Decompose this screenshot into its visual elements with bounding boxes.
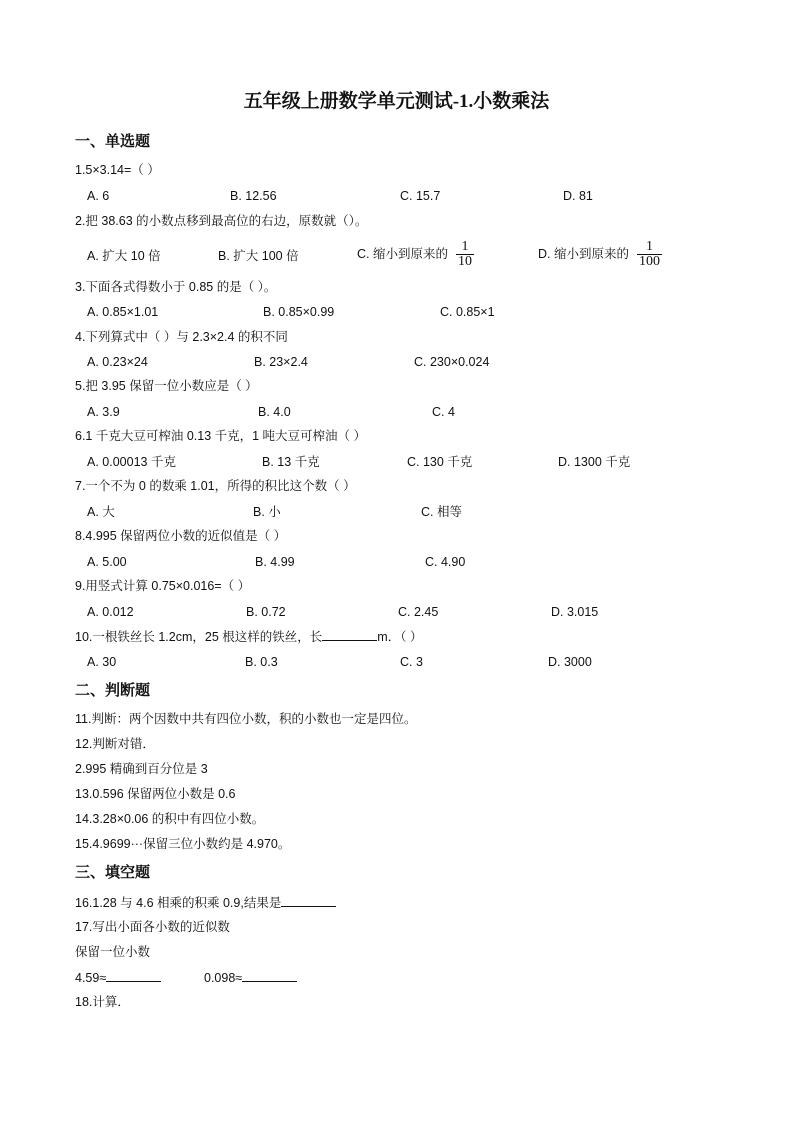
option-label: A. 5.00: [87, 555, 127, 569]
question-text: [75, 628, 422, 645]
question-stem: 1.5×3.14=（ ）: [75, 163, 160, 177]
option-label: C. 4: [432, 405, 455, 419]
option-c[interactable]: [421, 504, 462, 520]
question-stem: 5.把 3.95 保留一位小数应是（ ）: [75, 379, 258, 393]
denominator: 10: [457, 254, 472, 269]
option-a[interactable]: [87, 304, 158, 320]
judge-line: 11.判断：两个因数中共有四位小数，积的小数也一定是四位。: [75, 712, 417, 726]
option-label: D. 1300 千克: [558, 455, 631, 469]
option-label: B. 13 千克: [262, 455, 320, 469]
option-label: A. 扩大 10 倍: [87, 249, 161, 263]
option-d[interactable]: [548, 654, 592, 670]
option-a[interactable]: [87, 188, 109, 204]
option-label: A. 30: [87, 655, 117, 669]
option-d[interactable]: [558, 454, 630, 470]
numerator: 1: [456, 240, 474, 255]
question-text: [75, 478, 356, 494]
option-label: D. 3.015: [551, 605, 599, 619]
answer-blank[interactable]: [281, 894, 336, 907]
option-label: C. 3: [400, 655, 423, 669]
option-a[interactable]: [87, 354, 148, 370]
option-label: D. 缩小到原来的: [538, 246, 629, 261]
question-text: [75, 578, 250, 594]
option-b[interactable]: [263, 304, 334, 320]
option-a[interactable]: [87, 454, 176, 470]
option-label: B. 4.99: [255, 555, 295, 569]
question-stem: 4.下列算式中（ ）与 2.3×2.4 的积不同: [75, 330, 288, 344]
option-c[interactable]: [400, 188, 440, 204]
option-label: D. 3000: [548, 655, 592, 669]
option-b[interactable]: [218, 248, 299, 264]
question-17-sub: 保留一位小数: [75, 945, 151, 959]
option-b[interactable]: [255, 554, 295, 570]
option-c[interactable]: [400, 654, 423, 670]
option-a[interactable]: [87, 404, 120, 420]
option-label: A. 6: [87, 189, 110, 203]
option-label: C. 相等: [421, 505, 462, 519]
approx-label: 0.098≈: [204, 971, 243, 985]
option-label: B. 扩大 100 倍: [218, 249, 299, 263]
option-a[interactable]: [87, 504, 115, 520]
option-label: A. 0.012: [87, 605, 134, 619]
option-label: A. 0.23×24: [87, 355, 148, 369]
option-c[interactable]: [432, 404, 455, 420]
option-label: D. 81: [563, 189, 593, 203]
question-18: 18.计算．: [75, 995, 130, 1009]
option-b[interactable]: [262, 454, 320, 470]
option-b[interactable]: [246, 604, 286, 620]
answer-blank[interactable]: [242, 969, 297, 982]
section-heading: 三、填空题: [75, 864, 151, 881]
option-d[interactable]: [551, 604, 598, 620]
option-c[interactable]: [425, 554, 465, 570]
judge-line: 12.判断对错．: [75, 737, 155, 751]
option-label: C. 2.45: [398, 605, 439, 619]
option-label: B. 4.0: [258, 405, 291, 419]
option-label: B. 12.56: [230, 189, 277, 203]
option-b[interactable]: [258, 404, 291, 420]
option-label: A. 0.85×1.01: [87, 305, 159, 319]
question-stem: 9.用竖式计算 0.75×0.016=（ ）: [75, 579, 251, 593]
question-stem: 6.1 千克大豆可榨油 0.13 千克，1 吨大豆可榨油（ ）: [75, 429, 367, 443]
option-b[interactable]: [253, 504, 281, 520]
option-a[interactable]: [87, 604, 134, 620]
option-label: B. 0.3: [245, 655, 278, 669]
option-c[interactable]: [440, 304, 495, 320]
option-label: A. 大: [87, 505, 115, 519]
question-text: [75, 329, 288, 345]
question-stem: 8.4.995 保留两位小数的近似值是（ ）: [75, 529, 287, 543]
option-c[interactable]: [357, 240, 474, 269]
denominator: 100: [638, 254, 660, 269]
option-label: A. 0.00013 千克: [87, 455, 176, 469]
question-stem: 16.1.28 与 4.6 相乘的积乘 0.9,结果是: [75, 896, 282, 910]
question-stem: 2.把 38.63 的小数点移到最高位的右边，原数就（）。: [75, 214, 368, 228]
question-17-a: [75, 969, 161, 986]
option-label: C. 130 千克: [407, 455, 473, 469]
option-b[interactable]: [245, 654, 278, 670]
section-heading: 二、判断题: [75, 682, 151, 699]
option-b[interactable]: [254, 354, 308, 370]
option-label: B. 23×2.4: [254, 355, 308, 369]
option-label: A. 3.9: [87, 405, 120, 419]
approx-label: 4.59≈: [75, 971, 107, 985]
judge-line: 14.3.28×0.06 的积中有四位小数。: [75, 812, 265, 826]
option-a[interactable]: [87, 248, 161, 264]
question-text: [75, 279, 276, 295]
question-text: [75, 213, 367, 229]
option-a[interactable]: [87, 554, 127, 570]
option-label: C. 缩小到原来的: [357, 246, 448, 261]
question-text: [75, 378, 258, 394]
judge-line: 15.4.9699···保留三位小数约是 4.970。: [75, 837, 291, 851]
option-label: B. 小: [253, 505, 281, 519]
question-17-b: [204, 969, 297, 986]
option-label: C. 0.85×1: [440, 305, 495, 319]
question-17: 17.写出小面各小数的近似数: [75, 920, 230, 934]
option-label: B. 0.85×0.99: [263, 305, 335, 319]
option-label: B. 0.72: [246, 605, 286, 619]
option-label: C. 230×0.024: [414, 355, 490, 369]
question-stem-tail: m．（ ）: [377, 630, 423, 644]
fraction: [456, 240, 474, 269]
judge-line: 2.995 精确到百分位是 3: [75, 762, 208, 776]
question-text: [75, 162, 160, 178]
question-16: [75, 894, 336, 911]
question-text: [75, 428, 366, 444]
option-d[interactable]: [538, 240, 662, 269]
question-stem: 10.一根铁丝长 1.2cm，25 根这样的铁丝，长: [75, 630, 323, 644]
option-a[interactable]: [87, 654, 116, 670]
option-b[interactable]: [230, 188, 277, 204]
section-heading: 一、单选题: [75, 133, 151, 150]
page-title: 五年级上册数学单元测试-1.小数乘法: [243, 91, 550, 112]
answer-blank[interactable]: [106, 969, 161, 982]
option-c[interactable]: [407, 454, 472, 470]
numerator: 1: [637, 240, 662, 255]
question-text: [75, 528, 286, 544]
option-c[interactable]: [398, 604, 438, 620]
fraction: [637, 240, 662, 269]
option-d[interactable]: [563, 188, 593, 204]
question-stem: 7.一个不为 0 的数乘 1.01，所得的积比这个数（ ）: [75, 479, 356, 493]
option-label: C. 15.7: [400, 189, 441, 203]
answer-blank[interactable]: [322, 628, 377, 641]
option-c[interactable]: [414, 354, 489, 370]
option-label: C. 4.90: [425, 555, 466, 569]
question-stem: 3.下面各式得数小于 0.85 的是（ ）。: [75, 280, 277, 294]
judge-line: 13.0.596 保留两位小数是 0.6: [75, 787, 236, 801]
